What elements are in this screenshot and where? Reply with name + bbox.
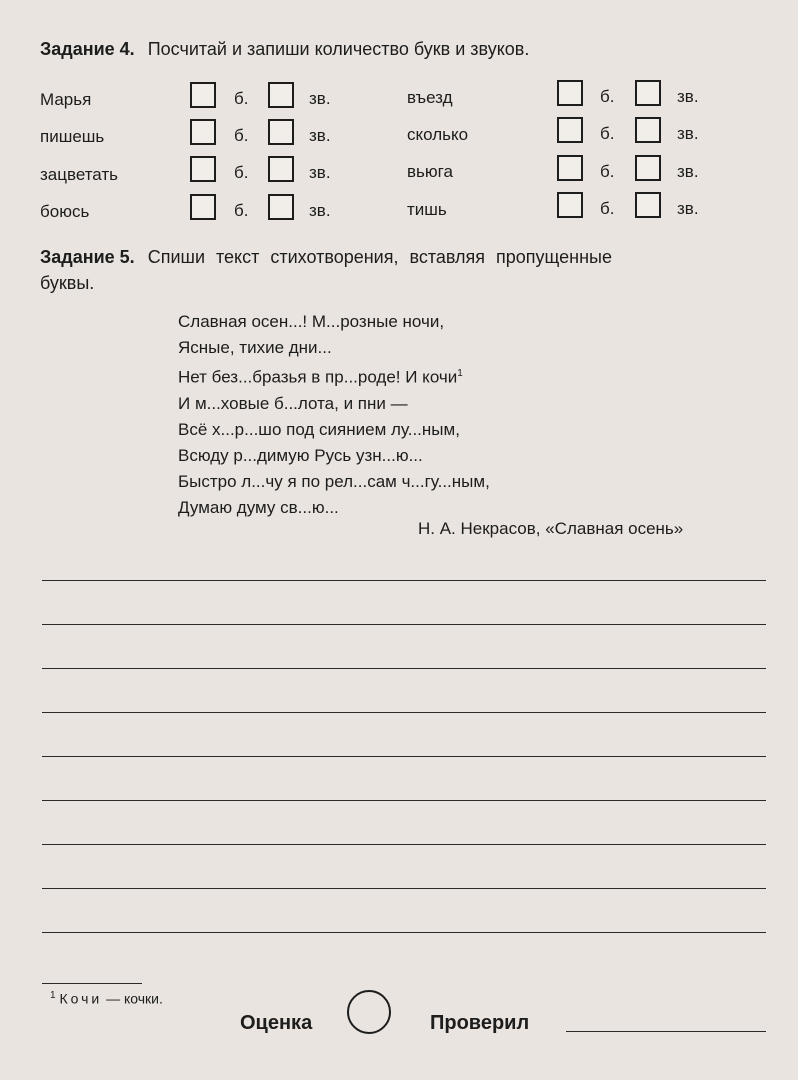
footnote-mark: 1 — [50, 990, 56, 1001]
poem-line: И м...ховые б...лота, и пни — — [178, 393, 408, 413]
letters-count-box[interactable] — [190, 156, 216, 182]
writing-line[interactable] — [42, 756, 766, 757]
sounds-count-box[interactable] — [635, 155, 661, 181]
task5-heading — [40, 244, 770, 296]
word-item: въезд — [407, 88, 453, 107]
sounds-abbr: зв. — [309, 201, 331, 220]
sounds-count-box[interactable] — [268, 194, 294, 220]
sounds-count-box[interactable] — [635, 192, 661, 218]
writing-line[interactable] — [42, 932, 766, 933]
word-item: зацветать — [40, 165, 119, 184]
poem-attribution: Н. А. Некрасов, «Славная осень» — [418, 519, 684, 538]
poem-line: Быстро л...чу я по рел...сам ч...гу...ным, — [178, 471, 490, 491]
grade-circle[interactable] — [347, 990, 391, 1034]
letters-abbr: б. — [234, 201, 249, 220]
sounds-count-box[interactable] — [635, 117, 661, 143]
word-item: тишь — [407, 200, 447, 219]
sounds-abbr: зв. — [309, 126, 331, 145]
task5-instruction-line2: буквы. — [40, 273, 95, 293]
sounds-abbr: зв. — [677, 124, 699, 143]
writing-line[interactable] — [42, 624, 766, 625]
letters-count-box[interactable] — [190, 194, 216, 220]
poem-line: Всё х...р...шо под сиянием лу...ным, — [178, 419, 460, 439]
poem-line: Ясные, тихие дни... — [178, 338, 332, 357]
sounds-abbr: зв. — [677, 87, 699, 106]
checked-signature-line[interactable] — [566, 1031, 766, 1032]
writing-line[interactable] — [42, 668, 766, 669]
sounds-abbr: зв. — [677, 199, 699, 218]
writing-line[interactable] — [42, 888, 766, 889]
word-item: боюсь — [40, 202, 90, 221]
writing-line[interactable] — [42, 712, 766, 713]
sounds-count-box[interactable] — [635, 80, 661, 106]
letters-abbr: б. — [234, 163, 249, 182]
writing-line[interactable] — [42, 580, 766, 581]
letters-abbr: б. — [600, 87, 615, 106]
writing-line[interactable] — [42, 800, 766, 801]
writing-line[interactable] — [42, 844, 766, 845]
word-item: сколько — [407, 125, 469, 144]
word-item: вьюга — [407, 162, 453, 181]
footnote — [50, 990, 163, 1007]
letters-abbr: б. — [234, 89, 249, 108]
sounds-count-box[interactable] — [268, 119, 294, 145]
letters-count-box[interactable] — [557, 192, 583, 218]
poem-line: Думаю думу св...ю... — [178, 497, 339, 517]
footnote-term: Кочи — [59, 990, 103, 1007]
letters-abbr: б. — [600, 199, 615, 218]
poem-line: Славная осен...! М...розные ночи, — [178, 312, 445, 331]
poem-line: Всюду р...димую Русь узн...ю... — [178, 445, 423, 465]
letters-count-box[interactable] — [190, 82, 216, 108]
checked-label: Проверил — [430, 1012, 530, 1034]
letters-abbr: б. — [600, 124, 615, 143]
sounds-abbr: зв. — [309, 163, 331, 182]
letters-count-box[interactable] — [557, 155, 583, 181]
letters-count-box[interactable] — [190, 119, 216, 145]
task4-instruction: Посчитай и запиши количество букв и звуков. — [147, 39, 530, 59]
sounds-abbr: зв. — [677, 162, 699, 181]
footnote-divider — [42, 983, 142, 984]
letters-abbr: б. — [600, 162, 615, 181]
task5-label: Задание 5. — [40, 247, 135, 267]
letters-abbr: б. — [234, 126, 249, 145]
sounds-count-box[interactable] — [268, 156, 294, 182]
word-item: пишешь — [40, 127, 105, 146]
sounds-count-box[interactable] — [268, 82, 294, 108]
footnote-ref: 1 — [457, 368, 463, 379]
letters-count-box[interactable] — [557, 80, 583, 106]
task5-instruction-line1: Спиши текст стихотворения, вставляя пропущенные — [147, 247, 612, 267]
grade-label: Оценка — [240, 1012, 313, 1034]
letters-count-box[interactable] — [557, 117, 583, 143]
poem — [178, 309, 490, 521]
task4-heading — [40, 36, 529, 62]
task4-label: Задание 4. — [40, 39, 135, 59]
word-item: Марья — [40, 90, 92, 109]
sounds-abbr: зв. — [309, 89, 331, 108]
poem-line: Нет без...бразья в пр...роде! И кочи$^1$ — [178, 367, 463, 387]
footnote-definition: — кочки. — [106, 990, 163, 1007]
